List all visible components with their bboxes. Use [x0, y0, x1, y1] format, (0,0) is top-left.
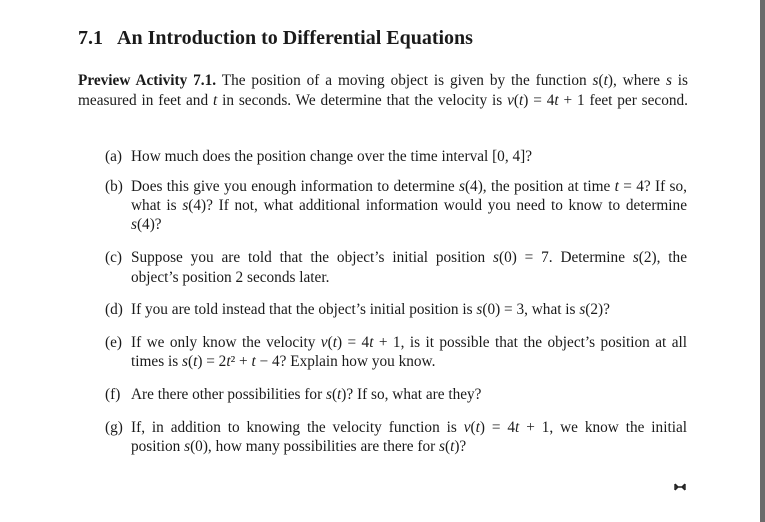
section-heading — [78, 27, 473, 50]
text-segment: Are there other possibilities for — [131, 386, 326, 403]
math-variable: s — [592, 72, 599, 89]
text-segment: (4)? — [136, 216, 162, 233]
activity-end-icon — [674, 483, 686, 491]
item-line — [131, 334, 687, 352]
text-segment: + 1 feet per second. — [558, 92, 688, 109]
text-segment: ) = 4 — [336, 334, 370, 351]
text-segment: (2), the — [638, 249, 687, 266]
text-segment: Preview Activity 7.1. — [78, 72, 217, 89]
text-segment: position — [131, 438, 185, 455]
text-segment: ) = 4 — [479, 419, 516, 436]
text-segment: ( — [444, 438, 451, 455]
math-variable: s — [459, 178, 465, 195]
math-variable: t — [475, 419, 480, 436]
text-segment: If you are told instead that the object’s initial position is — [131, 301, 477, 318]
math-variable: s — [476, 301, 483, 318]
text-segment: object’s position 2 seconds later. — [131, 269, 330, 286]
text-segment: If we only know the velocity — [131, 334, 321, 351]
section-number: 7.1 — [78, 27, 103, 49]
item-label: (a) — [105, 148, 122, 165]
math-variable: v — [320, 334, 328, 351]
math-variable: t — [369, 334, 374, 351]
text-segment: (0) = 3, what is — [482, 301, 580, 318]
math-variable: s — [439, 438, 445, 455]
text-segment: (4)? If not, what additional information would you need to know to determine — [188, 197, 687, 214]
math-variable: s — [579, 301, 586, 318]
item-line — [131, 269, 329, 287]
text-segment: what is — [131, 197, 183, 214]
math-variable: t — [332, 334, 337, 351]
text-segment: ( — [513, 92, 520, 109]
math-variable: t — [337, 386, 342, 403]
text-segment: is — [671, 72, 688, 89]
text-segment: )? If so, what are they? — [341, 386, 482, 403]
text-segment: ( — [327, 334, 333, 351]
text-segment: times is — [131, 353, 182, 370]
text-segment: )? — [454, 438, 467, 455]
item-line — [131, 197, 687, 215]
text-segment: If, in addition to knowing the velocity function is — [131, 419, 464, 436]
text-segment: Suppose you are told that the object’s initial position — [131, 249, 494, 266]
item-line — [131, 216, 162, 234]
math-variable: s — [665, 72, 672, 89]
math-variable: t — [193, 353, 198, 370]
text-segment: (2)? — [585, 301, 610, 318]
math-variable: s — [184, 438, 191, 455]
math-variable: s — [182, 353, 188, 370]
item-label: (b) — [105, 178, 123, 195]
math-variable: s — [131, 216, 137, 233]
math-variable: s — [493, 249, 499, 266]
text-segment: − 4? Explain how you know. — [255, 353, 436, 370]
text-segment: ) = 4 — [523, 92, 555, 109]
text-segment: The position of a moving object is given by the function — [216, 72, 593, 89]
math-variable: t — [226, 353, 231, 370]
item-line — [131, 148, 532, 166]
text-segment: measured in feet and — [78, 92, 213, 109]
math-variable: t — [614, 178, 619, 195]
math-variable: v — [507, 92, 514, 109]
item-line — [131, 419, 687, 437]
text-segment: = 4? If so, — [618, 178, 687, 195]
text-segment: ² + — [230, 353, 252, 370]
preview-line — [78, 72, 688, 90]
scrollbar[interactable] — [760, 0, 765, 522]
text-segment: (4), the position at time — [464, 178, 615, 195]
math-variable: t — [515, 419, 520, 436]
math-variable: s — [182, 197, 189, 214]
text-segment: ) = 2 — [197, 353, 227, 370]
item-line — [131, 386, 481, 404]
text-segment: (0), how many possibilities are there for — [190, 438, 440, 455]
item-label: (c) — [105, 249, 122, 266]
text-segment: How much does the position change over the time interval [0, 4]? — [131, 148, 533, 165]
item-line — [131, 178, 687, 196]
math-variable: t — [450, 438, 455, 455]
math-variable: t — [251, 353, 256, 370]
item-label: (g) — [105, 419, 123, 436]
text-segment: in seconds. We determine that the velocity is — [217, 92, 508, 109]
item-line — [131, 301, 610, 319]
text-segment: (0) = 7. Determine — [498, 249, 633, 266]
text-segment: ( — [470, 419, 476, 436]
math-variable: t — [603, 72, 608, 89]
item-line — [131, 438, 466, 456]
math-variable: t — [554, 92, 559, 109]
item-label: (e) — [105, 334, 122, 351]
item-line — [131, 353, 435, 371]
math-variable: s — [632, 249, 639, 266]
text-segment: ( — [598, 72, 604, 89]
text-segment: + 1, we know the initial — [519, 419, 687, 436]
text-segment: + 1, is it possible that the object’s position at all — [373, 334, 687, 351]
section-title: An Introduction to Differential Equations — [117, 27, 473, 49]
math-variable: t — [519, 92, 524, 109]
item-label: (d) — [105, 301, 123, 318]
text-segment: Does this give you enough information to determine — [131, 178, 459, 195]
preview-line — [78, 92, 688, 110]
math-variable: t — [212, 92, 218, 109]
math-variable: s — [325, 386, 332, 403]
item-label: (f) — [105, 386, 121, 403]
text-segment: ( — [187, 353, 194, 370]
text-segment: ( — [331, 386, 338, 403]
item-line — [131, 249, 687, 267]
text-segment: ), where — [607, 72, 666, 89]
math-variable: v — [463, 419, 471, 436]
